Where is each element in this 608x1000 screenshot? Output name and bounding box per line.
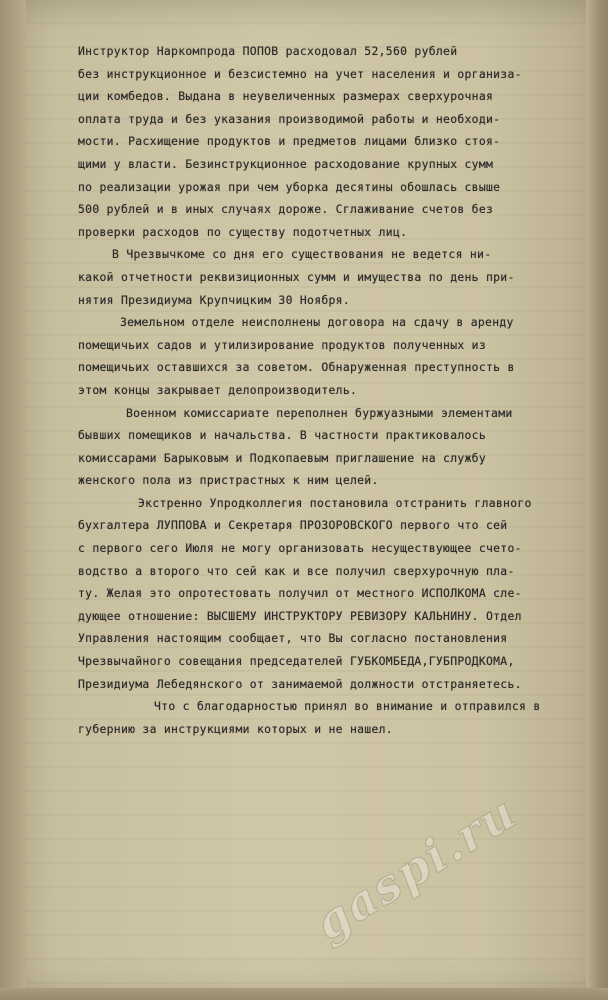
text-line: Земельном отделе неисполнены договора на сдачу в аренду [120, 315, 514, 330]
text-line: какой отчетности реквизиционных сумм и имущества по день при- [78, 269, 515, 284]
text-line: проверки расходов по существу подотчетных лиц. [78, 224, 408, 239]
text-line: помещичьих оставшихся за советом. Обнаруженная преступность в [78, 360, 515, 375]
bottom-paper-edge [0, 988, 608, 1000]
text-line: В Чрезвычкоме со дня его существования не ведется ни- [112, 247, 492, 262]
text-line: женского пола из пристрастных к ним целей. [78, 473, 379, 488]
text-line: бывших помещиков и начальства. В частности практиковалось [78, 428, 486, 443]
text-line: этом концы закрывает делопроизводитель. [78, 382, 358, 397]
text-line: по реализации урожая при чем уборка десятины обошлась свыше [78, 179, 501, 194]
text-line: Инструктор Наркомпрода ПОПОВ расходовал 52,560 рублей [78, 44, 458, 58]
text-line: комиссарами Барыковым и Подкопаевым приглашение на службу [78, 450, 486, 465]
text-line: бухгалтера ЛУППОВА и Секретаря ПРОЗОРОВСКОГО первого что сей [78, 518, 508, 533]
text-line: нятия Президиума Крупчицким 30 Ноября. [78, 292, 350, 307]
text-line: водство а второго что сей как и все получил сверхурочную пла- [78, 563, 515, 578]
text-line: Экстренно Упродколлегия постановила отстранить главного [138, 495, 532, 510]
text-line: Управления настоящим сообщает, что Вы согласно постановления [78, 631, 508, 646]
left-margin-shadow [0, 0, 26, 1000]
text-line: ции комбедов. Выдана в неувеличенных размерах сверхурочная [78, 89, 494, 104]
text-line: Чрезвычайного совещания председателей ГУБКОМБЕДА,ГУБПРОДКОМА, [78, 654, 515, 669]
text-line: оплата труда и без указания производимой работы и необходи- [78, 111, 501, 126]
text-line: 500 рублей и в иных случаях дороже. Сглаживание счетов без [78, 202, 494, 217]
text-line: Что с благодарностью принял во внимание и отправился в [154, 699, 541, 714]
text-line: щими у власти. Безинструкционное расходование крупных сумм [78, 156, 494, 171]
text-line: ту. Желая это опротестовать получил от местного ИСПОЛКОМА сле- [78, 586, 522, 601]
text-line: с первого сего Июля не могу организовать несуществующее счето- [78, 541, 522, 556]
text-line: мости. Расхищение продуктов и предметов лицами близко стоя- [78, 134, 501, 149]
text-line: Президиума Лебедянского от занимаемой должности отстраняетесь. [78, 676, 522, 691]
document-body [78, 40, 598, 740]
text-line: помещичьих садов и утилизирование продуктов полученных из [78, 337, 486, 352]
text-line: дующее отношение: ВЫСШЕМУ ИНСТРУКТОРУ РЕВИЗОРУ КАЛЬНИНУ. Отдел [78, 608, 522, 623]
text-line: без инструкционное и безсистемно на учет населения и организа- [78, 66, 522, 81]
text-line: губернию за инструкциями которых и не нашел. [78, 721, 393, 736]
watermark: gaspi.ru [305, 784, 527, 951]
text-line: Военном комиссариате переполнен буржуазными элементами [126, 405, 513, 420]
